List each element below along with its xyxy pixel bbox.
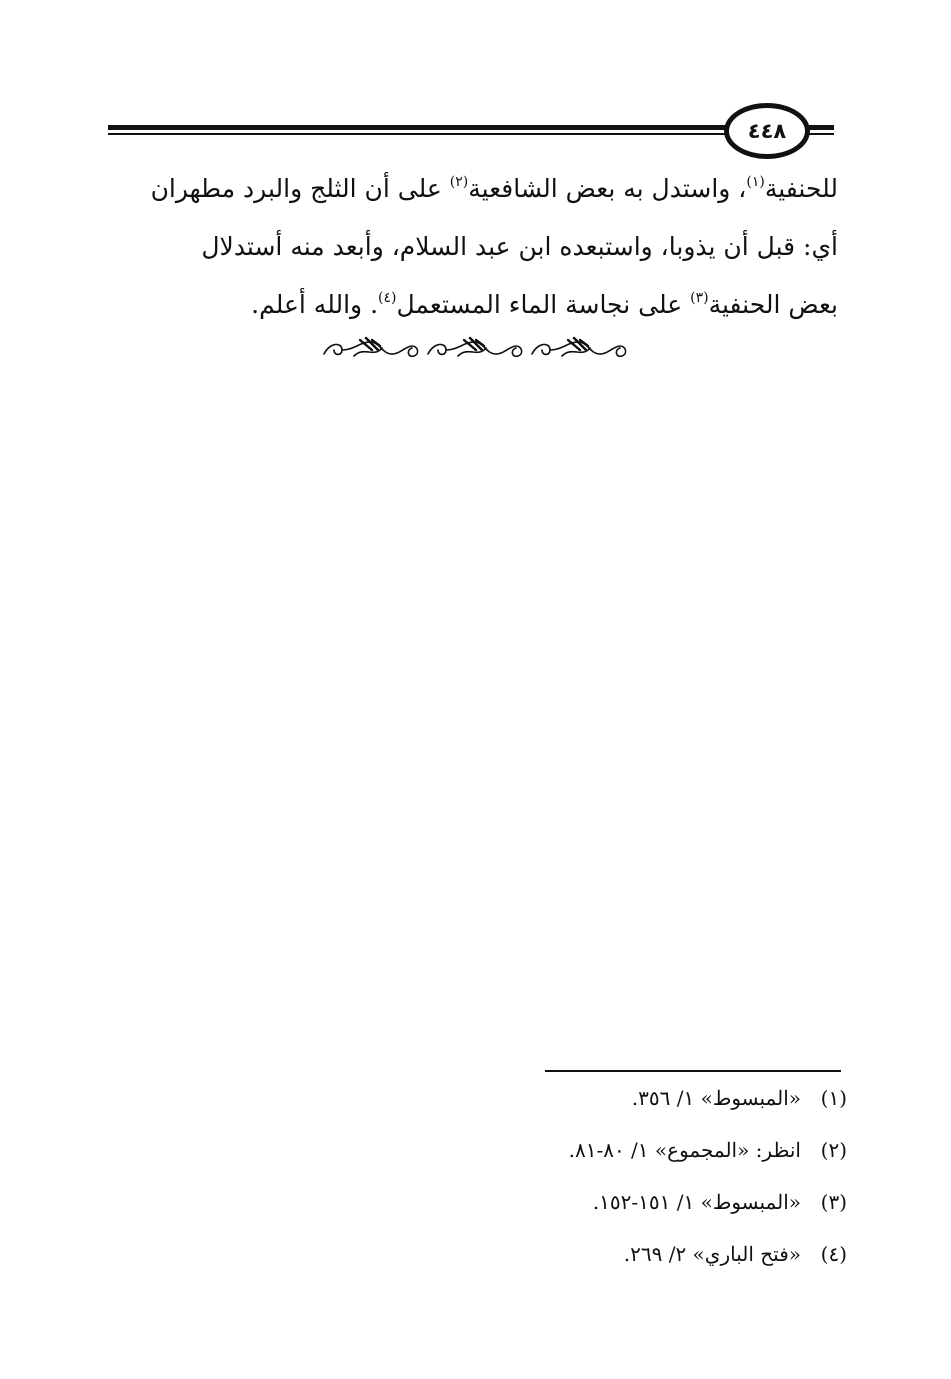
footnote-reference: (٤) <box>378 290 397 306</box>
header-rule-tail <box>808 125 834 130</box>
body-line <box>113 276 838 334</box>
footnote-number: (٣) <box>820 1190 847 1214</box>
page-number-badge <box>724 103 810 159</box>
body-text: أي: قبل أن يذوبا، واستبعده ابن عبد السلام، وأبعد منه أستدلال <box>201 232 838 261</box>
footnote-item <box>347 1072 847 1124</box>
footnote-number: (١) <box>820 1086 847 1110</box>
ornament-motif <box>428 338 522 356</box>
footnote-text: «المبسوط» ١/ ١٥١-١٥٢. <box>592 1190 801 1214</box>
footnote-reference: (٢) <box>449 174 469 190</box>
ornament-motif <box>532 338 626 356</box>
body-paragraph <box>113 160 838 334</box>
header-rule-tail-thin <box>808 133 834 135</box>
page-header <box>108 98 838 160</box>
footnote-item <box>347 1124 847 1176</box>
body-text: على أن الثلج والبرد مطهران <box>150 174 450 203</box>
body-text: على نجاسة الماء المستعمل <box>396 290 691 319</box>
page-number: ٤٤٨ <box>747 119 787 143</box>
footnote-text: «فتح الباري» ٢/ ٢٦٩. <box>623 1242 801 1266</box>
header-rule <box>108 125 726 130</box>
main-text <box>113 160 838 334</box>
footnote-number: (٤) <box>820 1242 847 1266</box>
header-rule-thin <box>108 133 726 135</box>
footnotes <box>347 1072 847 1280</box>
footnote-reference: (٣) <box>690 290 709 306</box>
footnote-reference: (١) <box>746 174 765 190</box>
footnote-number: (٢) <box>820 1138 847 1162</box>
footnote-item <box>347 1228 847 1280</box>
ornament-divider-icon <box>320 334 632 362</box>
body-text: للحنفية <box>764 174 838 203</box>
body-text: . والله أعلم. <box>251 290 379 319</box>
footnote-item <box>347 1176 847 1228</box>
body-line <box>113 160 838 218</box>
footnote-text: انظر: «المجموع» ١/ ٨٠-٨١. <box>568 1138 801 1162</box>
body-text: ، واستدل به بعض الشافعية <box>468 174 747 203</box>
footnote-text: «المبسوط» ١/ ٣٥٦. <box>631 1086 801 1110</box>
body-text: بعض الحنفية <box>708 290 838 319</box>
body-line <box>113 218 838 276</box>
